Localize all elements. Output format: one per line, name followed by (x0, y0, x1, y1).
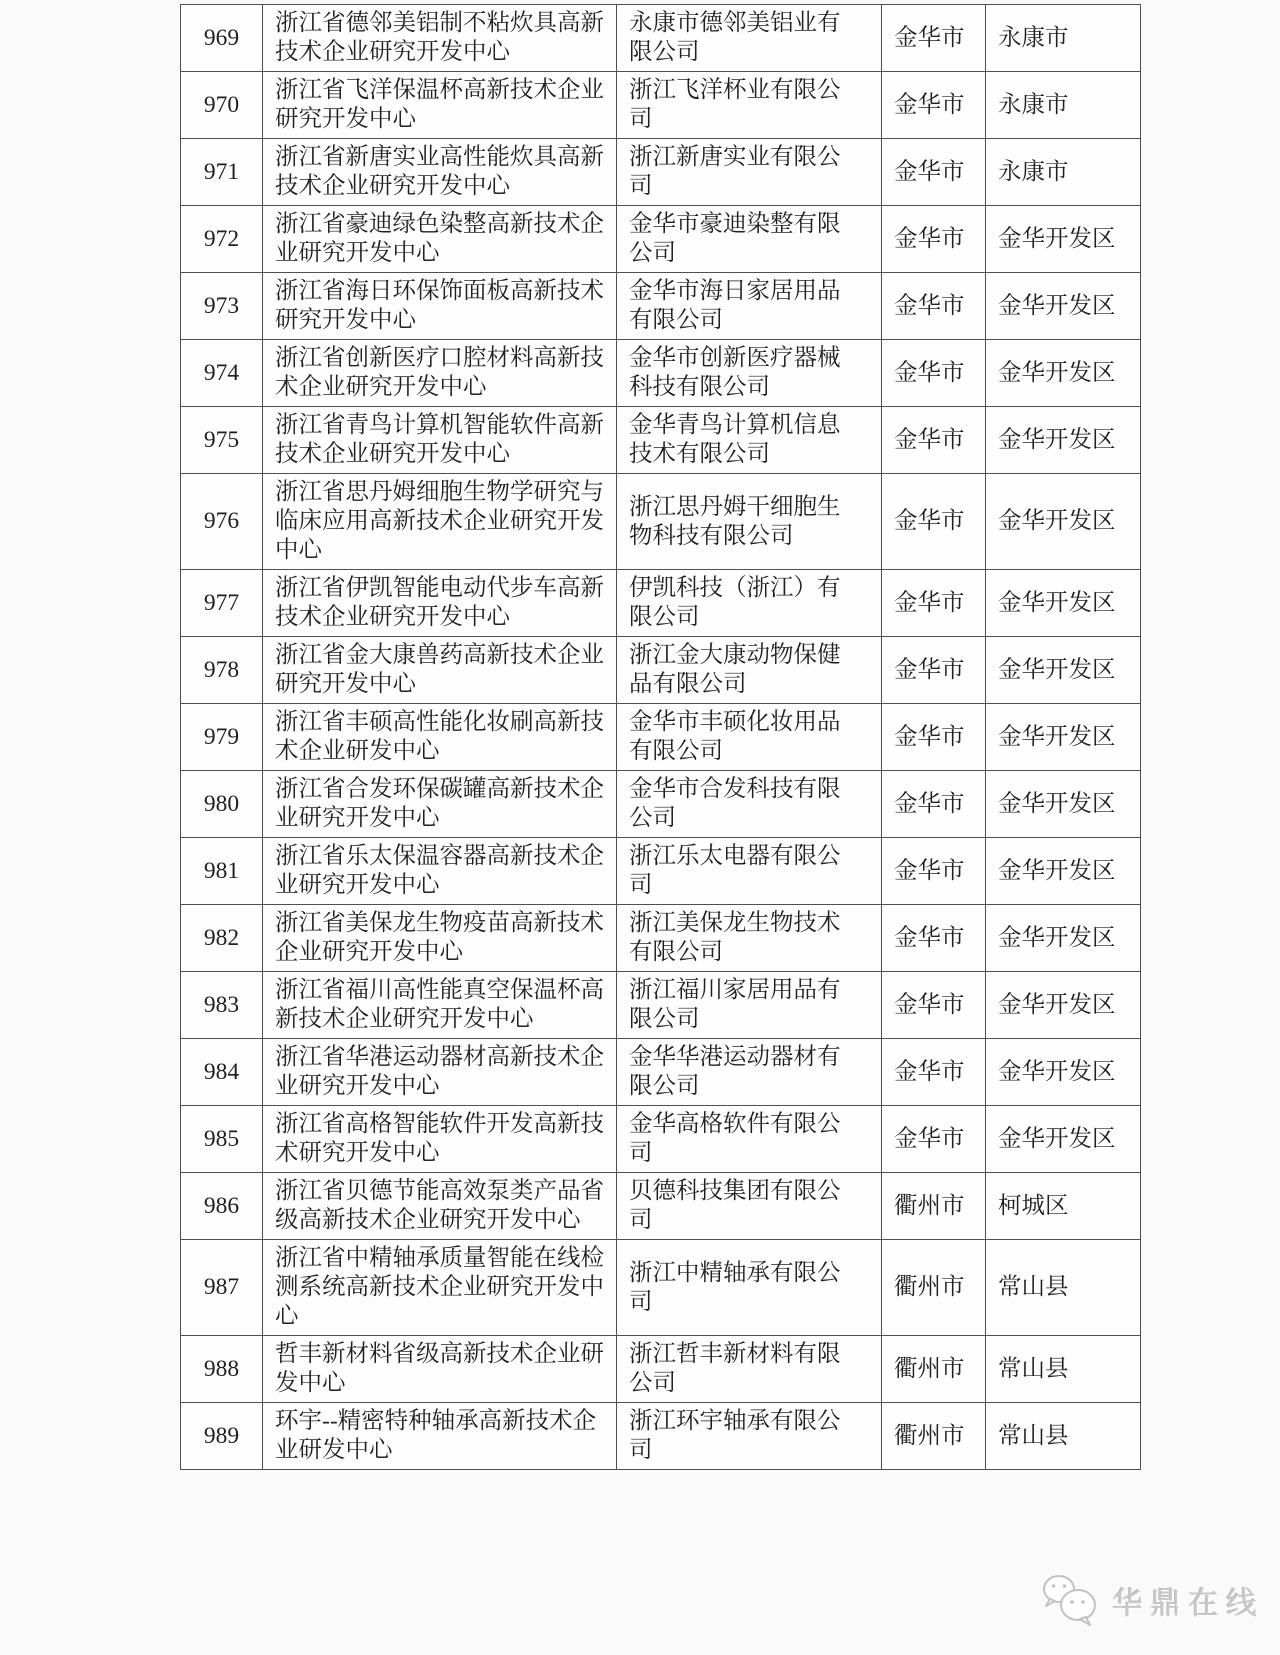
table-row (181, 139, 1141, 206)
district-cell: 柯城区 (986, 1173, 1141, 1240)
district-cell: 金华开发区 (986, 838, 1141, 905)
center-name-text: 浙江省飞洋保温杯高新技术企业研究开发中心 (275, 77, 604, 132)
table-row (181, 1106, 1141, 1173)
company-name-cell (617, 1106, 882, 1173)
city-cell: 金华市 (882, 1039, 986, 1106)
district-cell: 金华开发区 (986, 340, 1141, 407)
center-name-text: 浙江省创新医疗口腔材料高新技术企业研究开发中心 (275, 345, 604, 400)
company-name-cell (617, 905, 882, 972)
district-cell: 金华开发区 (986, 704, 1141, 771)
site-watermark (1040, 1572, 1264, 1628)
company-name-text: 浙江思丹姆干细胞生物科技有限公司 (629, 493, 841, 549)
center-name-text: 浙江省伊凯智能电动代步车高新技术企业研究开发中心 (275, 575, 604, 630)
center-name-text: 浙江省豪迪绿色染整高新技术企业研究开发中心 (275, 211, 604, 266)
city-cell: 衢州市 (882, 1336, 986, 1403)
center-name-cell (263, 1336, 617, 1403)
city-cell: 金华市 (882, 637, 986, 704)
company-name-cell (617, 407, 882, 474)
row-number-cell: 978 (181, 637, 263, 704)
watermark-brand: 华鼎在线 (1112, 1585, 1264, 1621)
company-name-cell (617, 1240, 882, 1336)
company-name-cell (617, 206, 882, 273)
company-name-cell (617, 637, 882, 704)
company-name-cell (617, 771, 882, 838)
company-name-text: 浙江美保龙生物技术有限公司 (629, 910, 841, 965)
city-cell: 金华市 (882, 704, 986, 771)
city-cell: 金华市 (882, 972, 986, 1039)
company-name-text: 金华市豪迪染整有限公司 (629, 211, 841, 266)
center-name-text: 浙江省思丹姆细胞生物学研究与临床应用高新技术企业研究开发中心 (275, 479, 604, 563)
center-name-text: 浙江省金大康兽药高新技术企业研究开发中心 (275, 642, 604, 697)
row-number-cell: 980 (181, 771, 263, 838)
center-name-text: 浙江省中精轴承质量智能在线检测系统高新技术企业研究开发中心 (275, 1245, 604, 1329)
district-cell: 金华开发区 (986, 570, 1141, 637)
table-row (181, 838, 1141, 905)
company-name-cell (617, 474, 882, 570)
row-number-cell: 975 (181, 407, 263, 474)
table-row (181, 704, 1141, 771)
district-cell: 常山县 (986, 1240, 1141, 1336)
city-cell: 金华市 (882, 206, 986, 273)
center-name-cell (263, 340, 617, 407)
company-name-text: 金华华港运动器材有限公司 (629, 1044, 841, 1099)
company-name-text: 浙江乐太电器有限公司 (629, 843, 841, 898)
row-number-cell: 969 (181, 5, 263, 72)
center-name-cell (263, 1106, 617, 1173)
center-name-cell (263, 1039, 617, 1106)
table-row (181, 972, 1141, 1039)
district-cell: 金华开发区 (986, 1106, 1141, 1173)
district-cell: 金华开发区 (986, 1039, 1141, 1106)
center-name-cell (263, 72, 617, 139)
company-name-text: 浙江飞洋杯业有限公司 (629, 77, 841, 132)
company-name-cell (617, 1403, 882, 1470)
table-row (181, 637, 1141, 704)
row-number-cell: 986 (181, 1173, 263, 1240)
company-name-text: 金华市合发科技有限公司 (629, 776, 841, 831)
district-cell: 金华开发区 (986, 771, 1141, 838)
table-row (181, 1403, 1141, 1470)
center-name-cell (263, 273, 617, 340)
table-row (181, 1173, 1141, 1240)
center-name-text: 浙江省贝德节能高效泵类产品省级高新技术企业研究开发中心 (275, 1178, 604, 1233)
district-cell: 常山县 (986, 1336, 1141, 1403)
center-name-cell (263, 704, 617, 771)
center-name-text: 浙江省福川高性能真空保温杯高新技术企业研究开发中心 (275, 977, 604, 1032)
row-number-cell: 970 (181, 72, 263, 139)
city-cell: 金华市 (882, 570, 986, 637)
company-name-text: 金华市海日家居用品有限公司 (629, 278, 841, 333)
center-name-cell (263, 206, 617, 273)
company-name-cell (617, 273, 882, 340)
district-cell: 永康市 (986, 72, 1141, 139)
district-cell: 金华开发区 (986, 206, 1141, 273)
row-number-cell: 989 (181, 1403, 263, 1470)
center-name-text: 浙江省海日环保饰面板高新技术研究开发中心 (275, 278, 604, 333)
company-name-text: 金华市丰硕化妆用品有限公司 (629, 709, 841, 764)
center-name-cell (263, 139, 617, 206)
company-name-text: 浙江金大康动物保健品有限公司 (629, 642, 841, 697)
company-name-cell (617, 1336, 882, 1403)
table-row (181, 206, 1141, 273)
row-number-cell: 981 (181, 838, 263, 905)
center-name-cell (263, 1173, 617, 1240)
center-name-cell (263, 570, 617, 637)
center-name-text: 浙江省丰硕高性能化妆刷高新技术企业研发中心 (275, 709, 604, 764)
company-name-text: 浙江环宇轴承有限公司 (629, 1408, 841, 1463)
company-name-text: 浙江新唐实业有限公司 (629, 144, 841, 199)
row-number-cell: 979 (181, 704, 263, 771)
city-cell: 金华市 (882, 474, 986, 570)
city-cell: 金华市 (882, 340, 986, 407)
rd-centers-table (180, 4, 1141, 1470)
city-cell: 金华市 (882, 838, 986, 905)
table-row (181, 1240, 1141, 1336)
city-cell: 衢州市 (882, 1240, 986, 1336)
center-name-text: 浙江省青鸟计算机智能软件高新技术企业研究开发中心 (275, 412, 604, 467)
company-name-text: 金华青鸟计算机信息技术有限公司 (629, 412, 841, 467)
center-name-cell (263, 771, 617, 838)
city-cell: 金华市 (882, 139, 986, 206)
table-row (181, 5, 1141, 72)
center-name-text: 浙江省新唐实业高性能炊具高新技术企业研究开发中心 (275, 144, 604, 199)
district-cell: 永康市 (986, 139, 1141, 206)
row-number-cell: 974 (181, 340, 263, 407)
center-name-text: 浙江省德邻美铝制不粘炊具高新技术企业研究开发中心 (275, 10, 604, 65)
center-name-cell (263, 407, 617, 474)
company-name-text: 浙江福川家居用品有限公司 (629, 977, 841, 1032)
table-row (181, 340, 1141, 407)
table-row (181, 570, 1141, 637)
company-name-cell (617, 704, 882, 771)
row-number-cell: 987 (181, 1240, 263, 1336)
table-row (181, 771, 1141, 838)
district-cell: 金华开发区 (986, 637, 1141, 704)
row-number-cell: 976 (181, 474, 263, 570)
center-name-cell (263, 474, 617, 570)
city-cell: 金华市 (882, 1106, 986, 1173)
center-name-text: 浙江省合发环保碳罐高新技术企业研究开发中心 (275, 776, 604, 831)
wechat-icon (1040, 1572, 1102, 1628)
center-name-cell (263, 5, 617, 72)
district-cell: 金华开发区 (986, 474, 1141, 570)
company-name-cell (617, 1173, 882, 1240)
center-name-cell (263, 972, 617, 1039)
table-row (181, 1039, 1141, 1106)
table-row (181, 273, 1141, 340)
company-name-cell (617, 838, 882, 905)
city-cell: 金华市 (882, 5, 986, 72)
city-cell: 衢州市 (882, 1173, 986, 1240)
center-name-cell (263, 905, 617, 972)
city-cell: 金华市 (882, 72, 986, 139)
center-name-cell (263, 637, 617, 704)
row-number-cell: 972 (181, 206, 263, 273)
row-number-cell: 988 (181, 1336, 263, 1403)
row-number-cell: 973 (181, 273, 263, 340)
table-row (181, 474, 1141, 570)
row-number-cell: 982 (181, 905, 263, 972)
district-cell: 金华开发区 (986, 972, 1141, 1039)
company-name-cell (617, 72, 882, 139)
center-name-text: 浙江省高格智能软件开发高新技术研究开发中心 (275, 1111, 604, 1166)
center-name-text: 浙江省乐太保温容器高新技术企业研究开发中心 (275, 843, 604, 898)
row-number-cell: 971 (181, 139, 263, 206)
city-cell: 衢州市 (882, 1403, 986, 1470)
row-number-cell: 985 (181, 1106, 263, 1173)
company-name-cell (617, 139, 882, 206)
company-name-text: 伊凯科技（浙江）有限公司 (629, 575, 841, 630)
table-body (181, 5, 1141, 1470)
table-row (181, 72, 1141, 139)
company-name-cell (617, 340, 882, 407)
table-row (181, 1336, 1141, 1403)
center-name-cell (263, 1240, 617, 1336)
company-name-text: 浙江哲丰新材料有限公司 (629, 1341, 841, 1396)
company-name-cell (617, 570, 882, 637)
city-cell: 金华市 (882, 273, 986, 340)
company-name-cell (617, 1039, 882, 1106)
table-row (181, 407, 1141, 474)
city-cell: 金华市 (882, 905, 986, 972)
company-name-text: 金华市创新医疗器械科技有限公司 (629, 345, 841, 400)
row-number-cell: 984 (181, 1039, 263, 1106)
center-name-text: 浙江省美保龙生物疫苗高新技术企业研究开发中心 (275, 910, 604, 965)
city-cell: 金华市 (882, 771, 986, 838)
center-name-cell (263, 838, 617, 905)
table-row (181, 905, 1141, 972)
city-cell: 金华市 (882, 407, 986, 474)
row-number-cell: 977 (181, 570, 263, 637)
center-name-text: 环宇--精密特种轴承高新技术企业研发中心 (275, 1408, 597, 1463)
district-cell: 金华开发区 (986, 273, 1141, 340)
district-cell: 金华开发区 (986, 407, 1141, 474)
company-name-text: 永康市德邻美铝业有限公司 (629, 10, 841, 65)
company-name-cell (617, 5, 882, 72)
center-name-cell (263, 1403, 617, 1470)
center-name-text: 浙江省华港运动器材高新技术企业研究开发中心 (275, 1044, 604, 1099)
company-name-text: 金华高格软件有限公司 (629, 1111, 841, 1166)
company-name-text: 浙江中精轴承有限公司 (629, 1259, 841, 1315)
rd-centers-table-container (180, 4, 1140, 1470)
district-cell: 金华开发区 (986, 905, 1141, 972)
district-cell: 常山县 (986, 1403, 1141, 1470)
company-name-cell (617, 972, 882, 1039)
district-cell: 永康市 (986, 5, 1141, 72)
row-number-cell: 983 (181, 972, 263, 1039)
company-name-text: 贝德科技集团有限公司 (629, 1178, 841, 1233)
center-name-text: 哲丰新材料省级高新技术企业研发中心 (275, 1341, 604, 1396)
